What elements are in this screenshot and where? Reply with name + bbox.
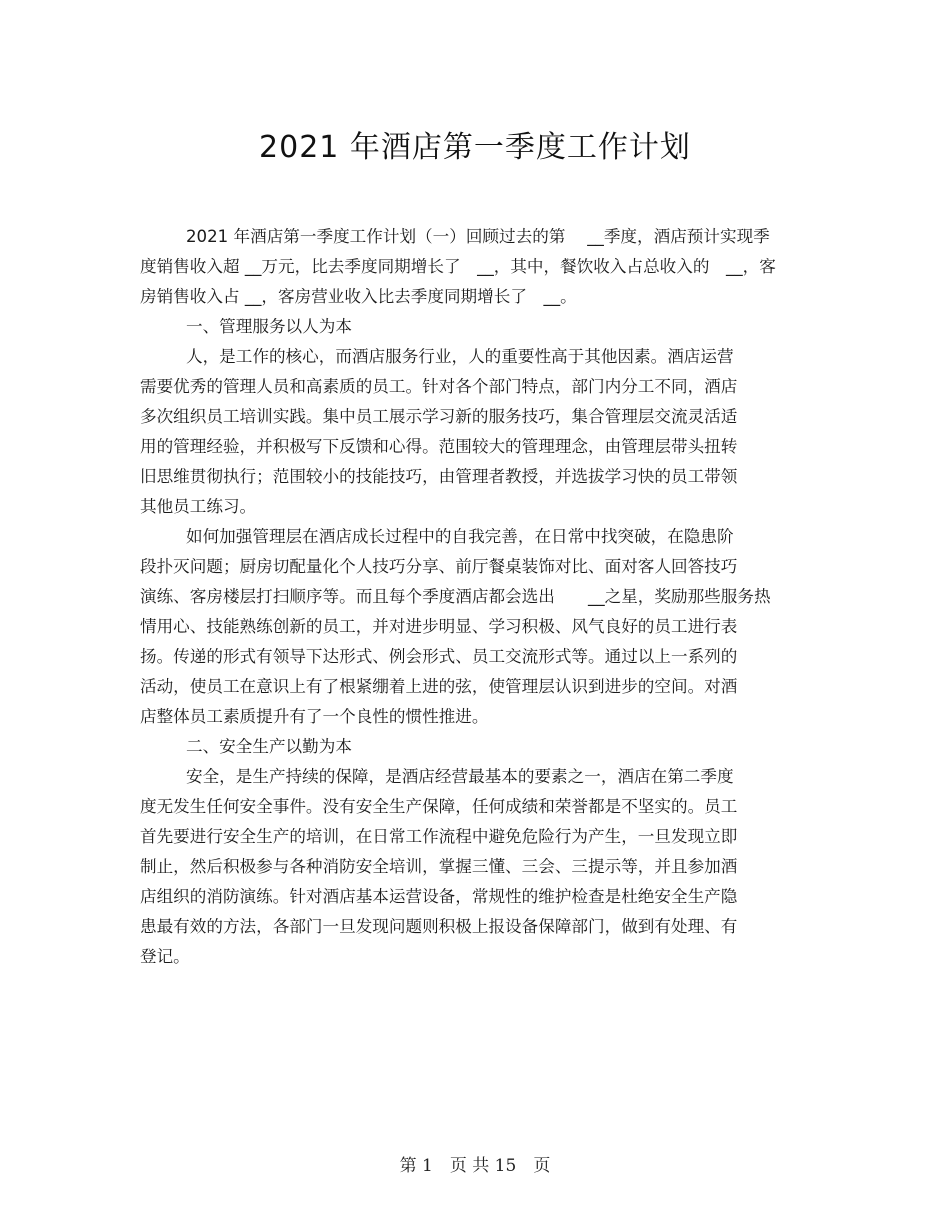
- paragraph-line: 其他员工练习。: [140, 497, 257, 516]
- section-heading: 二、安全生产以勤为本: [186, 737, 352, 756]
- document-body: [140, 222, 810, 972]
- section-heading: 一、管理服务以人为本: [186, 317, 352, 336]
- document-title: 2021 年酒店第一季度工作计划: [259, 130, 691, 165]
- paragraph-line: 登记。: [140, 947, 190, 966]
- paragraph-line: 如何加强管理层在酒店成长过程中的自我完善，在日常中找突破，在隐患阶: [186, 527, 734, 546]
- paragraph-line: 多次组织员工培训实践。集中员工展示学习新的服务技巧，集合管理层交流灵活适: [140, 407, 738, 426]
- paragraph-line: 演练、客房楼层打扫顺序等。而且每个季度酒店都会选出 __之星，奖励那些服务热: [140, 587, 771, 606]
- paragraph-line: 度无发生任何安全事件。没有安全生产保障，任何成绩和荣誉都是不坚实的。员工: [140, 797, 738, 816]
- paragraph-line: 扬。传递的形式有领导下达形式、例会形式、员工交流形式等。通过以上一系列的: [140, 647, 738, 666]
- paragraph-line: 度销售收入超 __万元，比去季度同期增长了 __，其中，餐饮收入占总收入的 __，客: [140, 257, 776, 276]
- paragraph-line: 需要优秀的管理人员和高素质的员工。针对各个部门特点，部门内分工不同，酒店: [140, 377, 738, 396]
- page-footer: 第 1 页 共 15 页: [399, 1156, 551, 1176]
- paragraph-line: 店组织的消防演练。针对酒店基本运营设备，常规性的维护检查是杜绝安全生产隐: [140, 887, 738, 906]
- paragraph-line: 用的管理经验，并积极写下反馈和心得。范围较大的管理理念，由管理层带头扭转: [140, 437, 738, 456]
- paragraph-line: 制止，然后积极参与各种消防安全培训，掌握三懂、三会、三提示等，并且参加酒: [140, 857, 738, 876]
- paragraph-line: 2021 年酒店第一季度工作计划（一）回顾过去的第 __季度，酒店预计实现季: [186, 227, 770, 246]
- paragraph-line: 患最有效的方法，各部门一旦发现问题则积极上报设备保障部门，做到有处理、有: [140, 917, 738, 936]
- paragraph-line: 人，是工作的核心，而酒店服务行业，人的重要性高于其他因素。酒店运营: [186, 347, 734, 366]
- paragraph-line: 旧思维贯彻执行；范围较小的技能技巧，由管理者教授，并选拔学习快的员工带领: [140, 467, 738, 486]
- paragraph-line: 活动，使员工在意识上有了根紧绷着上进的弦，使管理层认识到进步的空间。对酒: [140, 677, 738, 696]
- paragraph-line: 房销售收入占 __，客房营业收入比去季度同期增长了 __。: [140, 287, 577, 306]
- paragraph-line: 段扑灭问题；厨房切配量化个人技巧分享、前厅餐桌装饰对比、面对客人回答技巧: [140, 557, 738, 576]
- paragraph-line: 首先要进行安全生产的培训，在日常工作流程中避免危险行为产生，一旦发现立即: [140, 827, 738, 846]
- paragraph-line: 店整体员工素质提升有了一个良性的惯性推进。: [140, 707, 489, 726]
- paragraph-line: 情用心、技能熟练创新的员工，并对进步明显、学习积极、风气良好的员工进行表: [140, 617, 738, 636]
- paragraph-line: 安全，是生产持续的保障，是酒店经营最基本的要素之一，酒店在第二季度: [186, 767, 734, 786]
